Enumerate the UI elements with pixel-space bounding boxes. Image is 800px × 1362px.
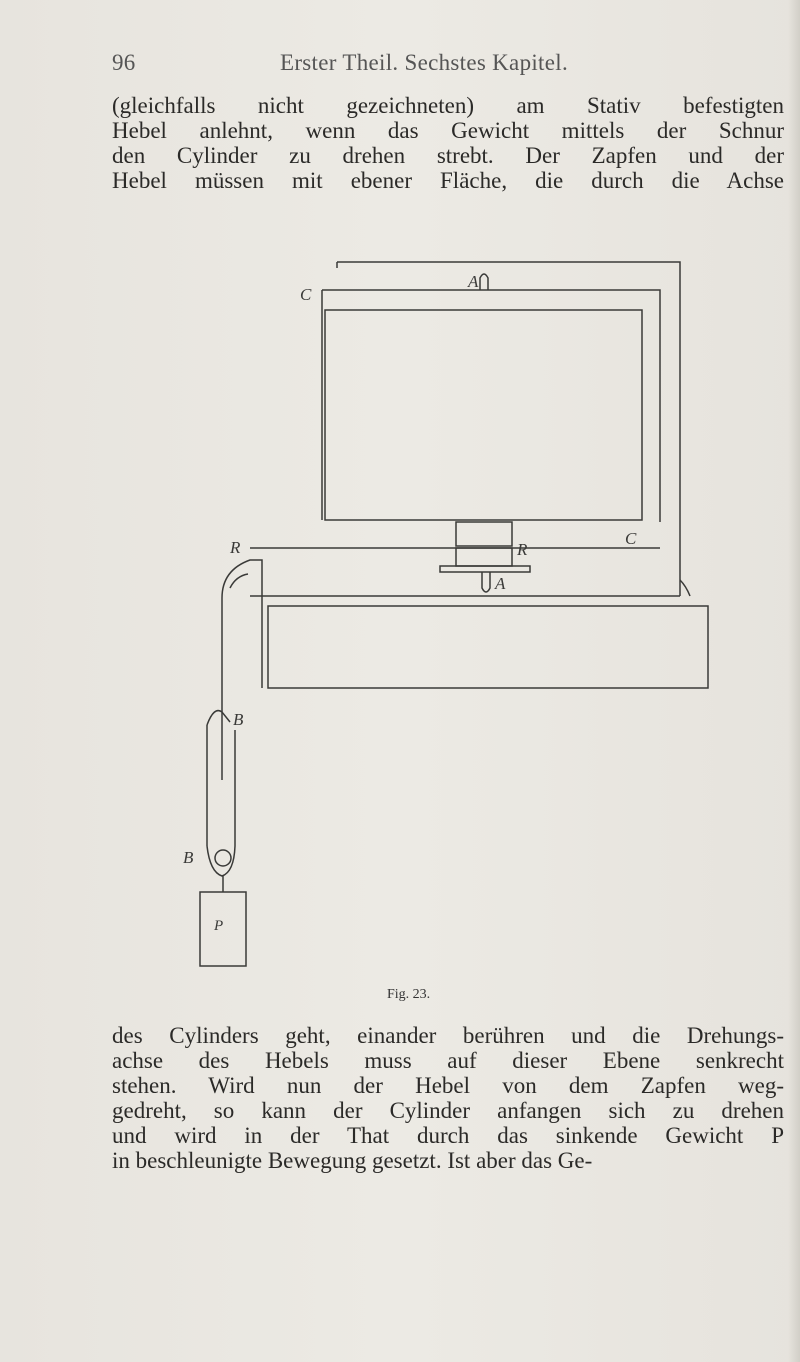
text-line: achse des Hebels muss auf dieser Ebene senkrecht [112,1048,784,1073]
ring [215,850,231,866]
label-p-weight: P [214,918,224,934]
label-r-left: R [230,538,241,557]
figure-caption: Fig. 23. [387,987,431,1002]
text-line: und wird in der That durch das sinkende Gewicht P [112,1123,784,1148]
right-hook [680,580,690,596]
text-line: den Cylinder zu drehen strebt. Der Zapfen und der [112,143,784,168]
text-line: des Cylinders geht, einander berühren und die Drehungs- [112,1023,784,1048]
chapter-title: Erster Theil. Sechstes Kapitel. [280,50,568,75]
label-c-top-left: C [300,285,312,304]
lower-plate [268,606,708,688]
axle-block [456,522,512,546]
label-a-bottom: A [495,574,506,593]
left-pulley [222,560,262,598]
text-line: Hebel anlehnt, wenn das Gewicht mittels der Schnur [112,118,784,143]
text-line: (gleichfalls nicht gezeichneten) am Stativ befestigten [112,93,784,118]
text-line: stehen. Wird nun der Hebel von dem Zapfen weg- [112,1073,784,1098]
page-number: 96 [112,50,136,75]
cylinder [325,310,642,520]
upper-arm [322,290,660,522]
pivot-top [480,274,488,290]
label-c-right: C [625,529,637,548]
label-b-mid: B [233,710,244,729]
hook-b [207,711,230,725]
text-line: Hebel müssen mit ebener Fläche, die durch die Achse [112,168,784,193]
text-line: in beschleunigte Bewegung gesetzt. Ist aber das Ge- [112,1148,593,1173]
pivot-bottom [482,572,490,592]
page-edge-shadow [788,0,800,1362]
paragraph-bottom [112,1023,784,1173]
label-b-left: B [183,848,194,867]
label-a-top: A [468,272,479,291]
text-line: gedreht, so kann der Cylinder anfangen sich zu drehen [112,1098,784,1123]
label-r-center: R [517,540,528,559]
